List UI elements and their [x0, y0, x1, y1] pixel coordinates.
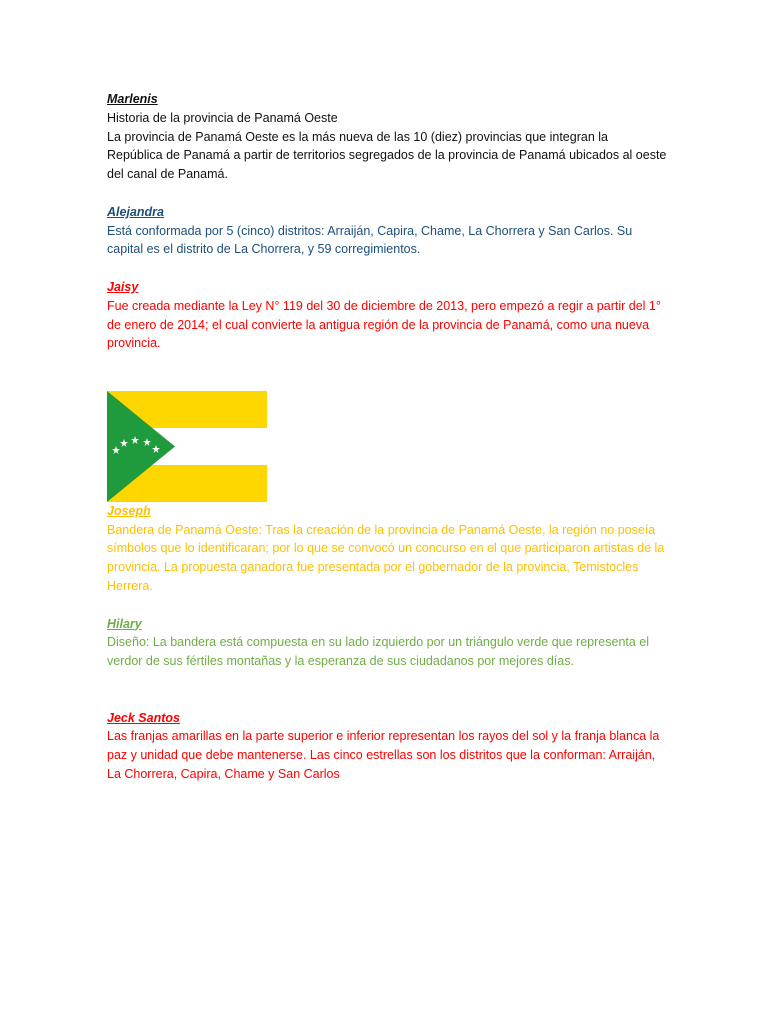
- paragraph: Las franjas amarillas en la parte superior e inferior representan los rayos del sol y la franja blanca la paz y unidad que debe mantenerse. Las cinco estrellas son los distritos que la conforman: Arraiján, La Chorrera, Capira, Chame y San Carlos: [107, 729, 660, 781]
- panama-oeste-flag: [107, 391, 267, 502]
- author-name: Marlenis: [107, 92, 158, 106]
- author-name: Jeck Santos: [107, 710, 180, 725]
- author-name: Joseph: [107, 503, 151, 518]
- section-hilary: [107, 615, 667, 671]
- author-name: Jaisy: [107, 279, 139, 294]
- paragraph: La provincia de Panamá Oeste es la más nueva de las 10 (diez) provincias que integran la República de Panamá a partir de territorios segregados de la provincia de Panamá ubicados al oeste del canal de Panamá.: [107, 129, 667, 182]
- section-jaisy: [107, 278, 667, 353]
- paragraph: Bandera de Panamá Oeste: Tras la creación de la provincia de Panamá Oeste, la región no poseía símbolos que lo identificaran; por lo que se convocó un concurso en el que participaron artistas de la provincia. La propuesta ganadora fue presentada por el gobernador de la provincia, Temistocles Herrera.: [107, 522, 665, 593]
- section-marlenis: [107, 90, 667, 184]
- paragraph: Está conformada por 5 (cinco) distritos: Arraiján, Capira, Chame, La Chorrera y San Carlos. Su capital es el distrito de La Chorrera, y 59 corregimientos.: [107, 223, 633, 257]
- section-jeck-santos: [107, 709, 667, 784]
- section-joseph: [107, 502, 667, 596]
- paragraph: Fue creada mediante la Ley N° 119 del 30 de diciembre de 2013, pero empezó a regir a partir del 1° de enero de 2014; el cual convierte la antigua región de la provincia de Panamá, como una nueva provincia.: [107, 298, 661, 351]
- author-name: Hilary: [107, 616, 142, 631]
- document-page: [107, 90, 667, 784]
- paragraph: Diseño: La bandera está compuesta en su lado izquierdo por un triángulo verde que representa el verdor de sus fértiles montañas y la esperanza de sus ciudadanos por mejores días.: [107, 635, 650, 669]
- author-name: Alejandra: [107, 204, 164, 219]
- section-alejandra: [107, 203, 667, 259]
- paragraph: Historia de la provincia de Panamá Oeste: [107, 110, 338, 125]
- flag-graphic: [107, 391, 267, 502]
